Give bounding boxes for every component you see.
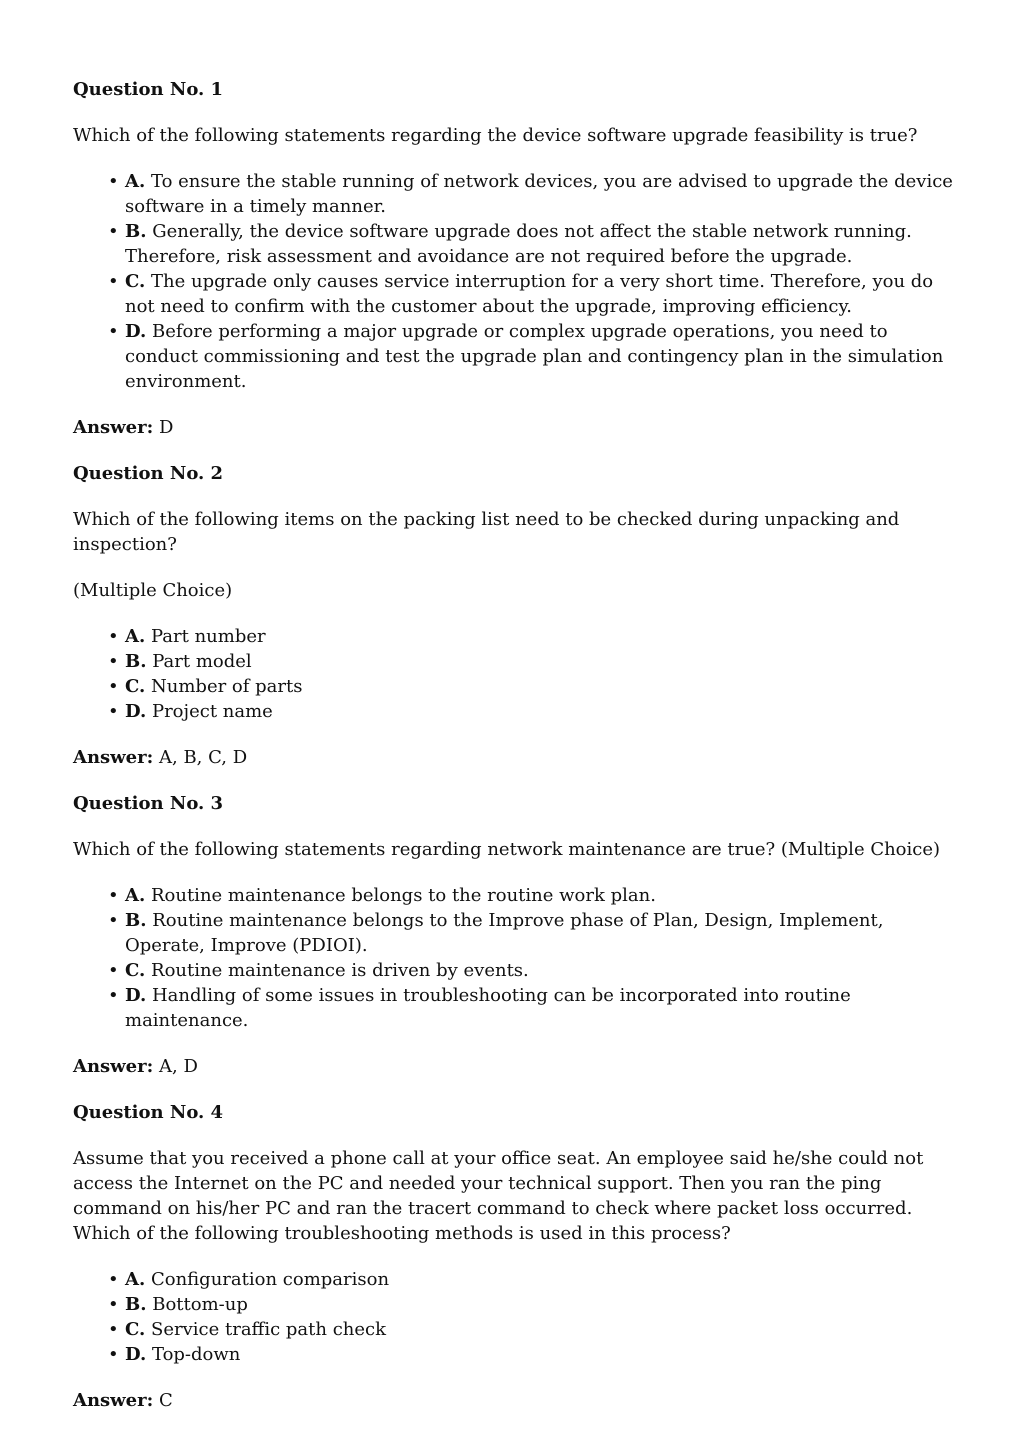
bullet-icon: • [108, 626, 119, 647]
option-text: Service traffic path check [151, 1319, 387, 1340]
answer-label: Answer: [73, 747, 154, 768]
bullet-icon: • [108, 885, 119, 906]
option-letter: B. [125, 1294, 147, 1315]
answer-line [73, 745, 953, 770]
question-3 [73, 791, 953, 1079]
option-item [73, 624, 953, 649]
option-text: Bottom-up [152, 1294, 248, 1315]
question-title: Question No. 3 [73, 793, 224, 814]
option-text: Routine maintenance is driven by events. [151, 960, 529, 981]
bullet-icon: • [108, 1269, 119, 1290]
option-list [73, 624, 953, 724]
option-text: Number of parts [151, 676, 303, 697]
option-text: Project name [151, 701, 273, 722]
answer-line [73, 415, 953, 440]
option-text: Routine maintenance belongs to the Improve phase of Plan, Design, Implement, Operate, Improve (PDIOI). [125, 910, 884, 956]
option-item [73, 699, 953, 724]
option-item [73, 883, 953, 908]
answer-line [73, 1388, 953, 1413]
option-text: Part number [150, 626, 266, 647]
question-title: Question No. 1 [73, 79, 224, 100]
question-2 [73, 461, 953, 770]
option-text: Before performing a major upgrade or complex upgrade operations, you need to conduct commissioning and test the upgrade plan and contingency plan in the simulation environment. [125, 321, 944, 392]
option-letter: C. [125, 271, 146, 292]
bullet-icon: • [108, 1344, 119, 1365]
answer-label: Answer: [73, 417, 154, 438]
option-letter: B. [125, 221, 147, 242]
option-item [73, 983, 953, 1033]
option-item [73, 169, 953, 219]
option-item [73, 319, 953, 394]
option-item [73, 1317, 953, 1342]
option-list [73, 883, 953, 1033]
option-text: Generally, the device software upgrade does not affect the stable network running. Therefore, risk assessment and avoidance are not required before the upgrade. [125, 221, 912, 267]
question-4 [73, 1100, 953, 1413]
question-1 [73, 77, 953, 440]
answer-value: D [159, 417, 174, 438]
answer-label: Answer: [73, 1390, 154, 1411]
question-text: Which of the following statements regarding the device software upgrade feasibility is true? [73, 125, 918, 146]
bullet-icon: • [108, 985, 119, 1006]
option-text: To ensure the stable running of network devices, you are advised to upgrade the device software in a timely manner. [125, 171, 953, 217]
option-letter: D. [125, 701, 147, 722]
bullet-icon: • [108, 221, 119, 242]
option-item [73, 908, 953, 958]
option-text: Handling of some issues in troubleshooting can be incorporated into routine maintenance. [125, 985, 851, 1031]
bullet-icon: • [108, 651, 119, 672]
bullet-icon: • [108, 321, 119, 342]
question-title: Question No. 2 [73, 463, 224, 484]
option-text: Part model [152, 651, 252, 672]
option-item [73, 1342, 953, 1367]
option-letter: D. [125, 1344, 147, 1365]
option-item [73, 1267, 953, 1292]
option-text: The upgrade only causes service interruption for a very short time. Therefore, you do not need to confirm with the customer about the upgrade, improving efficiency. [125, 271, 934, 317]
bullet-icon: • [108, 910, 119, 931]
bullet-icon: • [108, 960, 119, 981]
question-text: Which of the following statements regarding network maintenance are true? (Multiple Choice) [73, 839, 941, 860]
document-page [73, 77, 953, 1434]
option-item [73, 674, 953, 699]
answer-label: Answer: [73, 1056, 154, 1077]
option-item [73, 1292, 953, 1317]
option-letter: A. [125, 885, 146, 906]
question-text: Which of the following items on the packing list need to be checked during unpacking and inspection? [73, 509, 900, 555]
bullet-icon: • [108, 171, 119, 192]
question-note: (Multiple Choice) [73, 580, 233, 601]
option-letter: C. [125, 676, 146, 697]
option-letter: D. [125, 321, 147, 342]
option-text: Routine maintenance belongs to the routine work plan. [150, 885, 656, 906]
question-text: Assume that you received a phone call at your office seat. An employee said he/she could not access the Internet on the PC and needed your technical support. Then you ran the ping command on his/her PC and ran the tracert command to check where packet loss occurred. Which of the following troubleshooting methods is used in this process? [73, 1148, 924, 1244]
option-item [73, 269, 953, 319]
option-text: Top-down [151, 1344, 241, 1365]
answer-value: A, B, C, D [159, 747, 248, 768]
bullet-icon: • [108, 1294, 119, 1315]
answer-value: C [159, 1390, 173, 1411]
option-list [73, 169, 953, 394]
option-item [73, 219, 953, 269]
answer-value: A, D [159, 1056, 198, 1077]
option-letter: A. [125, 626, 146, 647]
bullet-icon: • [108, 676, 119, 697]
option-item [73, 649, 953, 674]
option-text: Configuration comparison [150, 1269, 390, 1290]
bullet-icon: • [108, 271, 119, 292]
question-title: Question No. 4 [73, 1102, 224, 1123]
option-letter: A. [125, 1269, 146, 1290]
answer-line [73, 1054, 953, 1079]
bullet-icon: • [108, 1319, 119, 1340]
option-letter: D. [125, 985, 147, 1006]
option-letter: B. [125, 910, 147, 931]
option-letter: B. [125, 651, 147, 672]
option-list [73, 1267, 953, 1367]
option-letter: C. [125, 1319, 146, 1340]
option-letter: C. [125, 960, 146, 981]
option-letter: A. [125, 171, 146, 192]
option-item [73, 958, 953, 983]
bullet-icon: • [108, 701, 119, 722]
